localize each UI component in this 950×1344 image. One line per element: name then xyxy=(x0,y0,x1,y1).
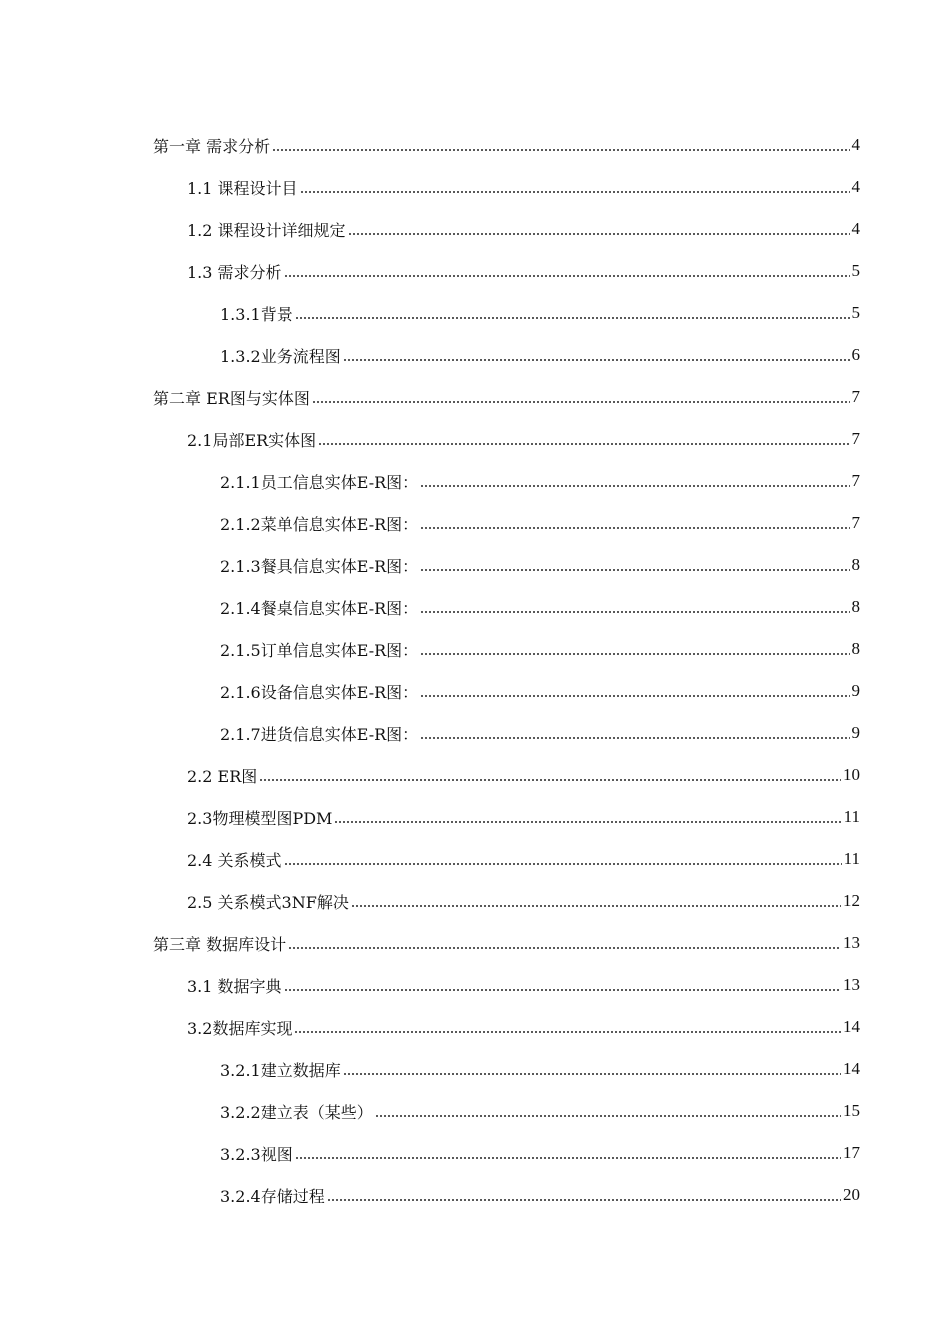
dot-leader xyxy=(294,1031,841,1033)
toc-entry-title: 2.1.6设备信息实体E-R图： xyxy=(220,682,419,702)
toc-entry-title: 2.4 关系模式 xyxy=(187,850,282,870)
toc-entry-title: 3.2.3视图 xyxy=(220,1144,293,1164)
toc-entry-page: 11 xyxy=(843,807,860,826)
toc-entry[interactable] xyxy=(0,586,950,628)
toc-entry[interactable] xyxy=(0,292,950,334)
toc-entry-page: 10 xyxy=(843,765,860,784)
dot-leader xyxy=(334,821,841,823)
toc-entry-page: 7 xyxy=(851,471,860,490)
toc-entry[interactable] xyxy=(0,964,950,1006)
toc-entry[interactable] xyxy=(0,1174,950,1216)
dot-leader xyxy=(420,569,849,571)
dot-leader xyxy=(420,653,849,655)
dot-leader xyxy=(300,191,850,193)
toc-entry[interactable] xyxy=(0,838,950,880)
toc-entry-page: 4 xyxy=(851,135,860,154)
toc-entry-title: 1.3 需求分析 xyxy=(187,262,282,282)
toc-entry-title: 3.2.4存储过程 xyxy=(220,1186,325,1206)
toc-entry-title: 3.2.1建立数据库 xyxy=(220,1060,341,1080)
dot-leader xyxy=(284,275,850,277)
dot-leader xyxy=(420,485,849,487)
toc-entry[interactable] xyxy=(0,712,950,754)
toc-entry[interactable] xyxy=(0,1090,950,1132)
toc-entry-title: 2.1.7进货信息实体E-R图： xyxy=(220,724,419,744)
toc-entry[interactable] xyxy=(0,166,950,208)
dot-leader xyxy=(284,989,841,991)
toc-entry-page: 11 xyxy=(843,849,860,868)
toc-entry-title: 第二章 ER图与实体图 xyxy=(153,388,310,408)
toc-entry-title: 1.3.2业务流程图 xyxy=(220,346,341,366)
dot-leader xyxy=(272,149,849,151)
toc-entry[interactable] xyxy=(0,502,950,544)
dot-leader xyxy=(351,905,841,907)
dot-leader xyxy=(284,863,842,865)
toc-entry-page: 12 xyxy=(843,891,860,910)
toc-entry-title: 第一章 需求分析 xyxy=(153,136,271,156)
toc-entry-page: 9 xyxy=(851,681,860,700)
dot-leader xyxy=(420,527,849,529)
toc-entry-title: 2.2 ER图 xyxy=(187,766,258,786)
toc-entry-title: 1.3.1背景 xyxy=(220,304,293,324)
toc-entry-page: 14 xyxy=(843,1059,860,1078)
toc-entry-title: 2.1.2菜单信息实体E-R图： xyxy=(220,514,419,534)
toc-entry[interactable] xyxy=(0,376,950,418)
toc-entry-page: 13 xyxy=(843,975,860,994)
toc-entry-title: 2.3物理模型图PDM xyxy=(187,808,333,828)
toc-entry-title: 2.1.4餐桌信息实体E-R图： xyxy=(220,598,419,618)
toc-entry[interactable] xyxy=(0,544,950,586)
dot-leader xyxy=(420,695,849,697)
toc-entry-title: 第三章 数据库设计 xyxy=(153,934,287,954)
toc-entry-title: 3.2.2建立表（某些） xyxy=(220,1102,373,1122)
toc-entry-title: 2.1.1员工信息实体E-R图： xyxy=(220,472,419,492)
toc-entry-page: 8 xyxy=(851,555,860,574)
dot-leader xyxy=(259,779,841,781)
toc-entry-title: 2.1局部ER实体图 xyxy=(187,430,317,450)
toc-entry-page: 7 xyxy=(851,513,860,532)
toc-entry-title: 3.1 数据字典 xyxy=(187,976,282,996)
toc-entry[interactable] xyxy=(0,124,950,166)
toc-entry-page: 5 xyxy=(851,303,860,322)
toc-entry-page: 8 xyxy=(851,597,860,616)
toc-entry[interactable] xyxy=(0,880,950,922)
toc-entry-page: 15 xyxy=(843,1101,860,1120)
toc-entry[interactable] xyxy=(0,1006,950,1048)
dot-leader xyxy=(420,611,849,613)
dot-leader xyxy=(295,1157,841,1159)
toc-entry[interactable] xyxy=(0,670,950,712)
toc-entry[interactable] xyxy=(0,208,950,250)
toc-entry-page: 5 xyxy=(851,261,860,280)
toc-entry-page: 4 xyxy=(851,219,860,238)
dot-leader xyxy=(295,317,850,319)
toc-entry[interactable] xyxy=(0,1132,950,1174)
dot-leader xyxy=(343,1073,841,1075)
dot-leader xyxy=(327,1199,841,1201)
toc-entry-page: 20 xyxy=(843,1185,860,1204)
dot-leader xyxy=(375,1115,841,1117)
toc-entry-page: 6 xyxy=(851,345,860,364)
toc-entry-page: 4 xyxy=(851,177,860,196)
toc-entry[interactable] xyxy=(0,754,950,796)
toc-entry[interactable] xyxy=(0,1048,950,1090)
toc-entry[interactable] xyxy=(0,418,950,460)
toc-entry[interactable] xyxy=(0,796,950,838)
toc-entry-title: 3.2数据库实现 xyxy=(187,1018,293,1038)
dot-leader xyxy=(343,359,850,361)
toc-entry-page: 7 xyxy=(851,429,860,448)
toc-entry-title: 2.5 关系模式3NF解决 xyxy=(187,892,349,912)
toc-entry[interactable] xyxy=(0,922,950,964)
dot-leader xyxy=(318,443,849,445)
dot-leader xyxy=(420,737,849,739)
dot-leader xyxy=(348,233,850,235)
toc-entry-page: 13 xyxy=(843,933,860,952)
toc-entry-title: 1.2 课程设计详细规定 xyxy=(187,220,346,240)
toc-entry-page: 17 xyxy=(843,1143,860,1162)
toc-entry-title: 2.1.3餐具信息实体E-R图： xyxy=(220,556,419,576)
toc-entry-page: 14 xyxy=(843,1017,860,1036)
toc-entry-page: 7 xyxy=(851,387,860,406)
toc-entry[interactable] xyxy=(0,460,950,502)
toc-entry-title: 2.1.5订单信息实体E-R图： xyxy=(220,640,419,660)
toc-entry-page: 9 xyxy=(851,723,860,742)
table-of-contents xyxy=(0,124,950,1216)
dot-leader xyxy=(312,401,850,403)
dot-leader xyxy=(288,947,841,949)
toc-entry-page: 8 xyxy=(851,639,860,658)
toc-entry[interactable] xyxy=(0,250,950,292)
toc-entry-title: 1.1 课程设计目 xyxy=(187,178,298,198)
toc-entry[interactable] xyxy=(0,334,950,376)
toc-entry[interactable] xyxy=(0,628,950,670)
